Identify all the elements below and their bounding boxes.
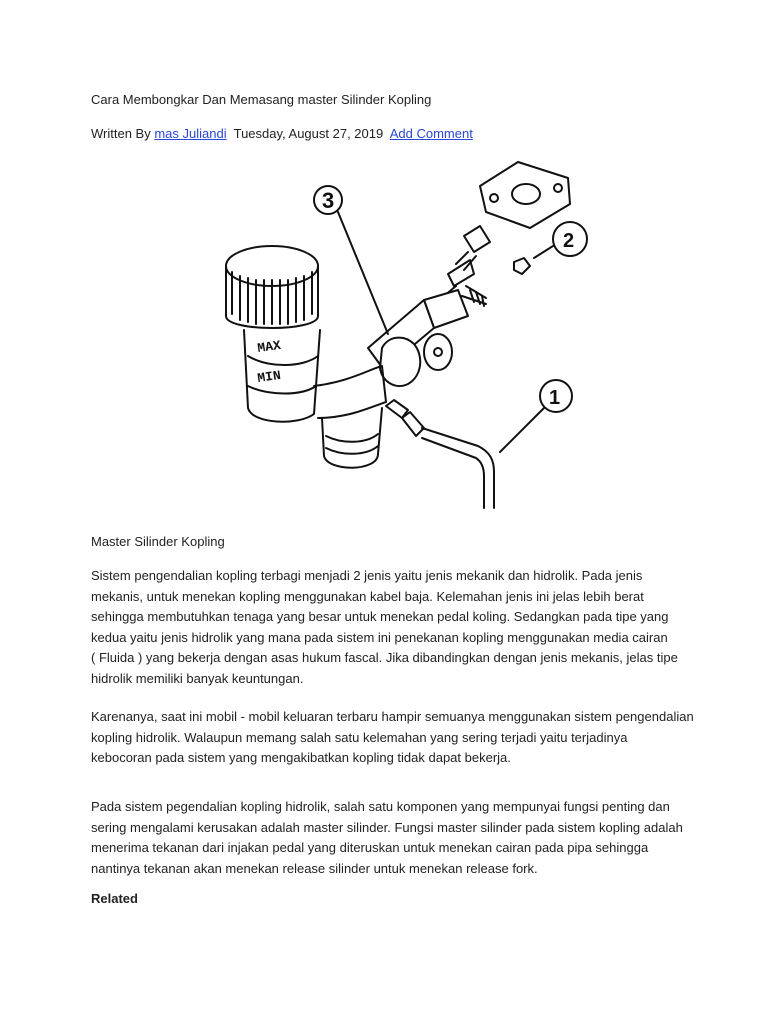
paragraph-line: ( Fluida ) yang bekerja dengan asas hukum fascal. Jika dibandingkan dengan jenis mekanis, jelas tipe (91, 650, 678, 665)
paragraph-2 (91, 707, 694, 769)
reservoir-min-mark: MIN (256, 367, 282, 386)
reservoir-max-mark: MAX (256, 337, 282, 356)
add-comment-link[interactable]: Add Comment (389, 126, 473, 141)
paragraph-line: sering mengalami kerusakan adalah master silinder. Fungsi master silinder pada sistem kopling adalah (91, 819, 683, 835)
paragraph-line: Sistem pengendalian kopling terbagi menjadi 2 jenis yaitu jenis mekanik dan hidrolik. Pada jenis (91, 568, 643, 583)
paragraph-line: kebocoran pada sistem yang mengakibatkan kopling tidak dapat bekerja. (91, 750, 511, 765)
byline (91, 126, 473, 141)
paragraph-line: kedua yaitu jenis hidrolik yang mana pada sistem ini penekanan kopling menggunakan media cairan (91, 629, 668, 645)
written-by-label: Written By (91, 126, 151, 141)
paragraph-line: Karenanya, saat ini mobil - mobil keluaran terbaru hampir semuanya menggunakan sistem pengendalian (91, 709, 694, 724)
paragraph-3 (91, 797, 691, 879)
paragraph-line: kopling hidrolik. Walaupun memang salah satu kelemahan yang sering terjadi yaitu terjadinya (91, 729, 628, 745)
figure-caption: Master Silinder Kopling (91, 534, 225, 549)
callout-label-1: 1 (549, 387, 561, 409)
paragraph-1 (91, 566, 691, 689)
paragraph-line: mekanis, untuk menekan kopling menggunakan kabel baja. Kelemahan jenis ini jelas lebih berat (91, 588, 644, 604)
paragraph-line: menerima tekanan dari injakan pedal yang diteruskan untuk menekan cairan pada pipa sehingga (91, 840, 649, 855)
paragraph-line: sehingga membutuhkan tenaga yang besar untuk menekan pedal koling. Sedangkan pada tipe yang (91, 609, 669, 624)
paragraph-line: hidrolik memiliki banyak keuntungan. (91, 670, 304, 686)
callout-label-2: 2 (563, 230, 575, 252)
callout-label-3: 3 (322, 188, 335, 213)
related-heading: Related (91, 891, 138, 906)
post-date: Tuesday, August 27, 2019 (233, 126, 384, 141)
master-cylinder-illustration (218, 156, 588, 516)
paragraph-line: Pada sistem pegendalian kopling hidrolik, salah satu komponen yang mempunyai fungsi penting dan (91, 799, 670, 814)
master-cylinder-drawing (218, 156, 588, 516)
paragraph-line: nantinya tekanan akan menekan release silinder untuk menekan release fork. (91, 860, 538, 876)
author-link[interactable]: mas Juliandi (154, 126, 227, 141)
article-title: Cara Membongkar Dan Memasang master Silinder Kopling (91, 92, 432, 107)
